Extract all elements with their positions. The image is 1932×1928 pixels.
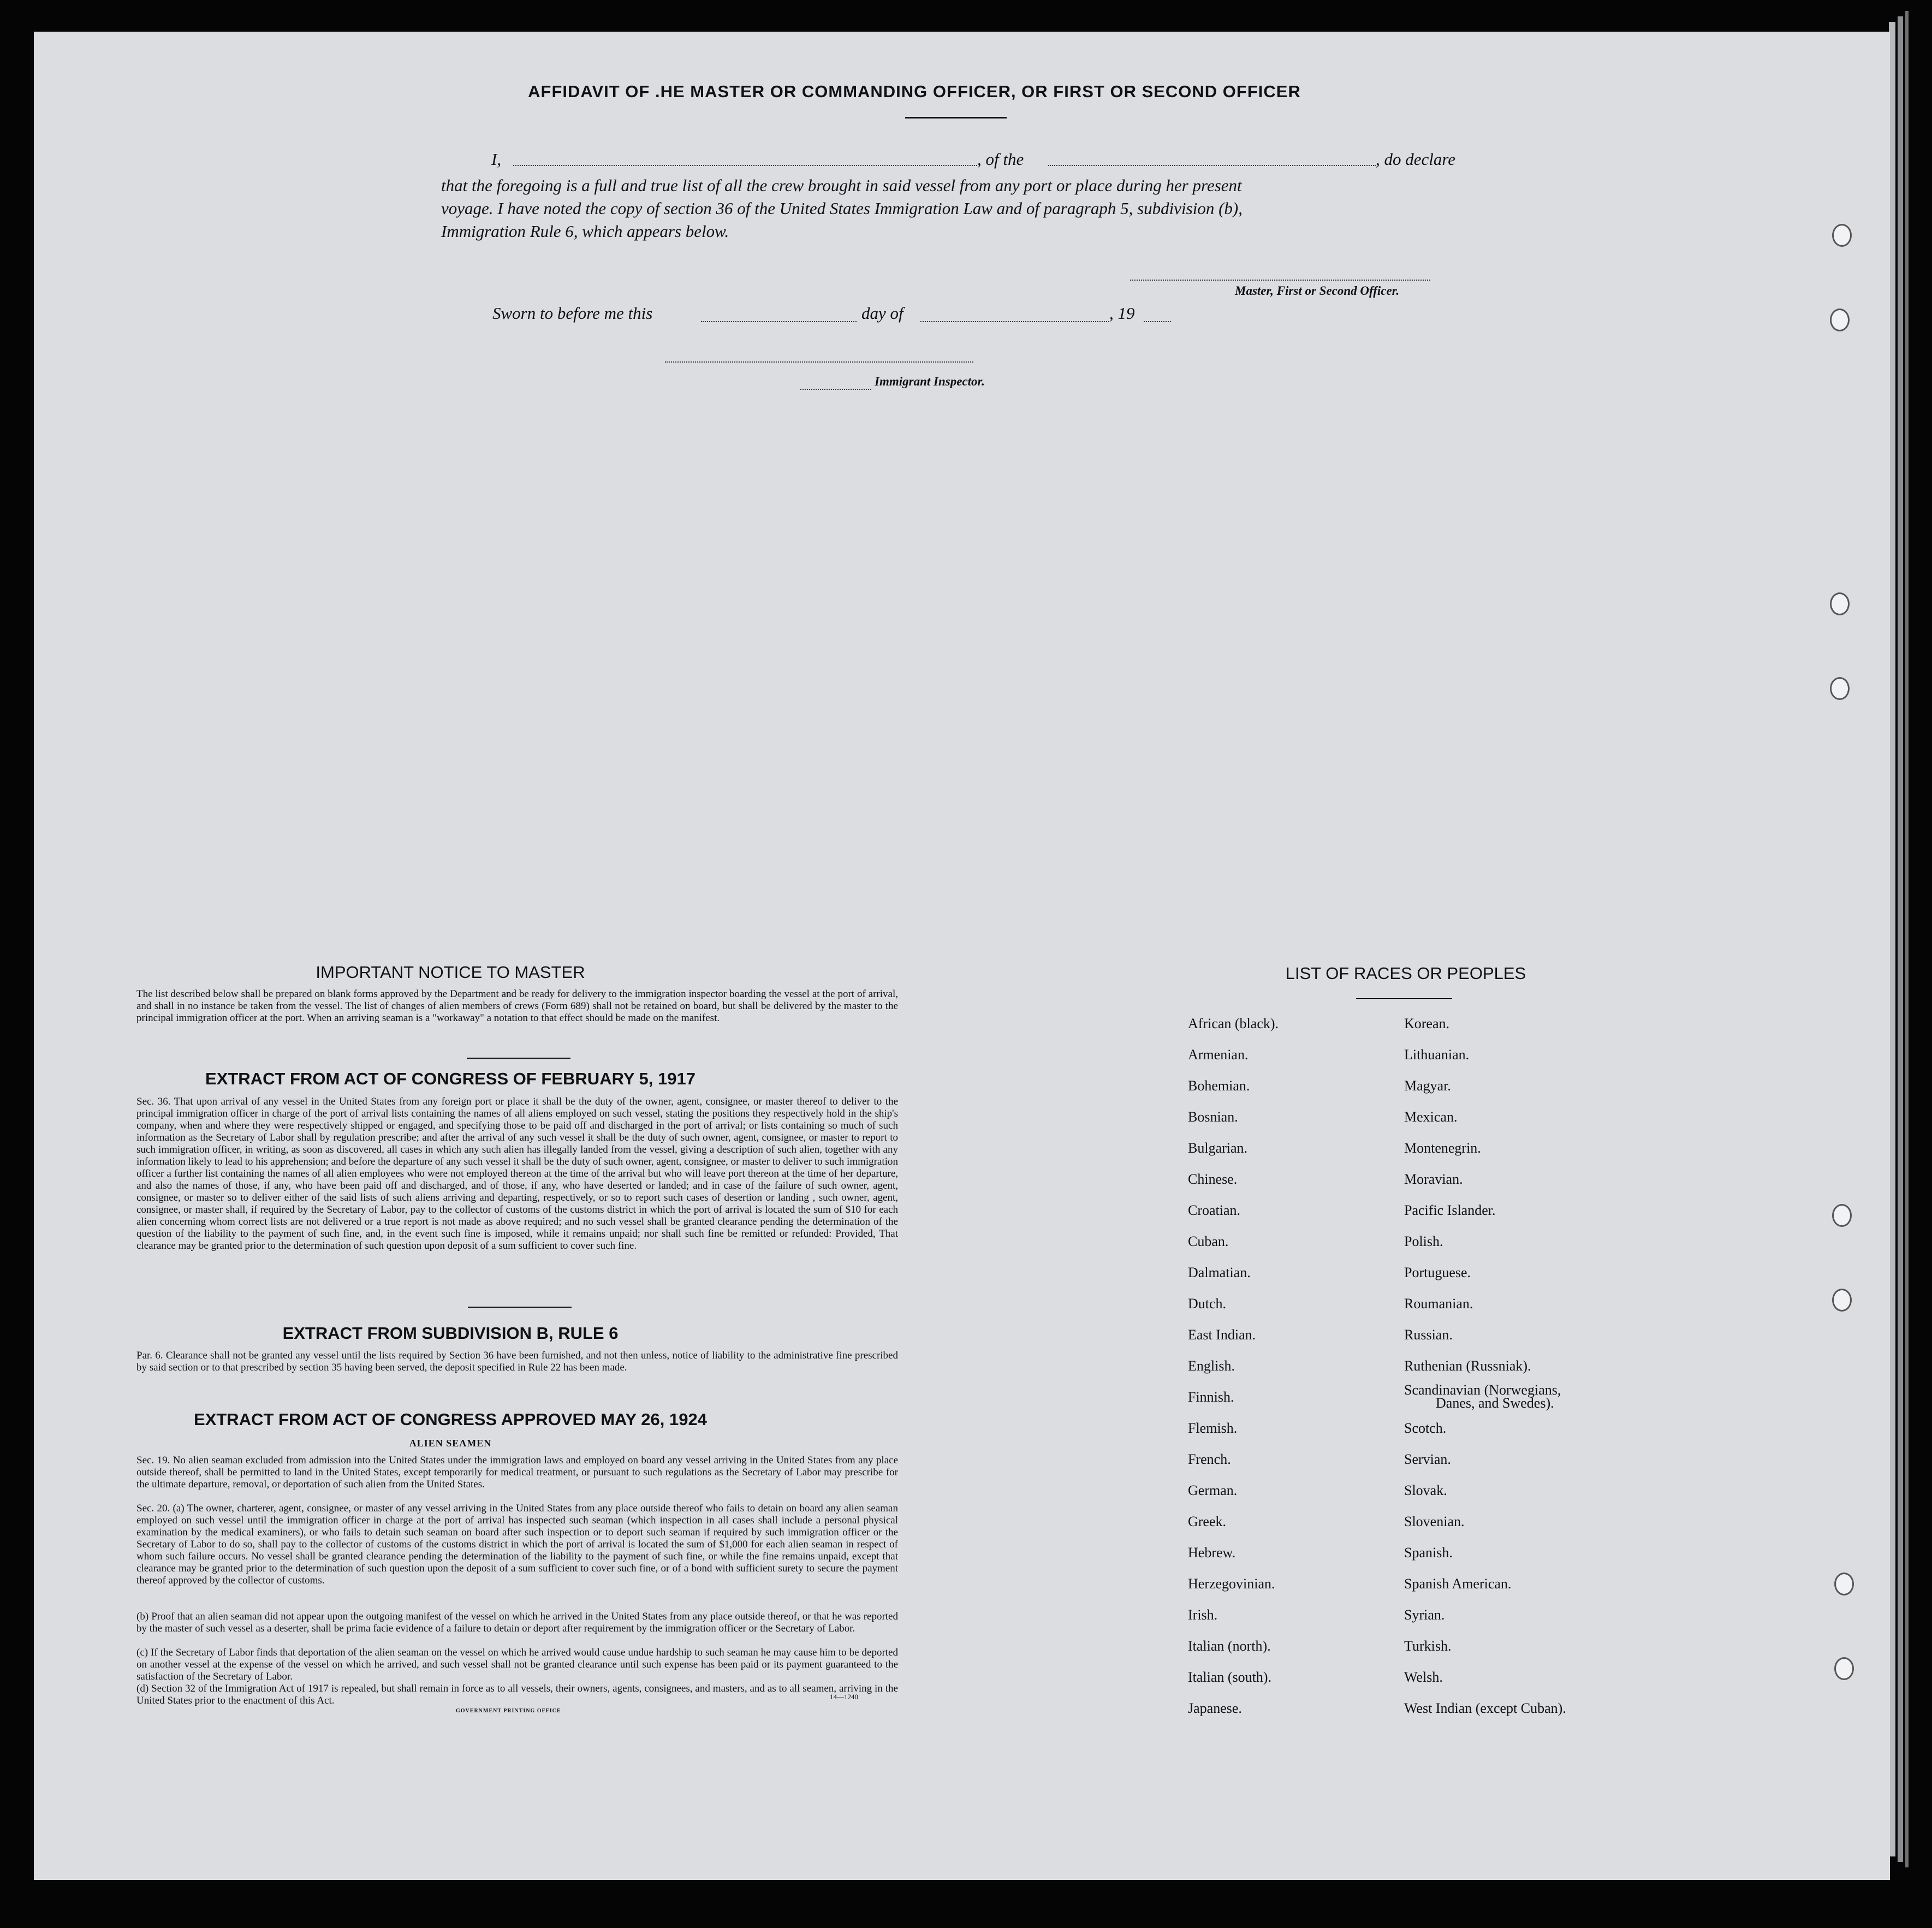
affidavit-i-label: I,	[491, 150, 502, 169]
affidavit-declare-label: , do declare	[1376, 150, 1456, 169]
affidavit-text-line: that the foregoing is a full and true list of all the crew brought in said vessel from any port or place during her present	[441, 176, 1242, 195]
section-rule	[468, 1307, 572, 1308]
race-item: Servian.	[1404, 1451, 1451, 1467]
sworn-label: Sworn to before me this	[492, 304, 653, 323]
extract-1917-text: Sec. 36. That upon arrival of any vessel in the United States from any foreign port or place it shall be the duty of the owner, agent, consignee, or master thereof to deliver to the principal immigration officer in charge of the port of arrival lists containing the names of all aliens employed on such vessel, stating the positions they respectively hold in the ship's company, when and where they were respectively shipped or engaged, and specifying those to be paid off and discharged in the port of arrival; or lists containing so much of such information as the Secretary of Labor shall by regulation prescribe; and after the arrival of any such vessel it shall be the duty of such owner, agent, consignee, or master to report to such immigration officer, in writing, as soon as discovered, all cases in which any such alien has illegally landed from the vessel, giving a description of such alien, together with any information likely to lead to his apprehension; and before the departure of any such vessel it shall be the duty of such owner, agent, consignee, or master to deliver to such immigration officer a further list containing the names of all alien employees who were not employed thereon at the time of the arrival but who will leave port thereon at the time of her departure, and also the names of those, if any, who have been paid off and discharged, and of those, if any, who have deserted or landed; and in case of the failure of such owner, agent, consignee, or master so to deliver either of the said lists of such aliens arriving and departing, respectively, or so to report such cases of desertion or landing , such owner, agent, consignee, or master shall, if required by the Secretary of Labor, pay to the collector of customs of the customs district in which the port of arrival is located the sum of $10 for each alien concerning whom correct lists are not delivered or a true report is not made as above required; and no such vessel shall be granted clearance pending the determination of the question of the liability to the payment of such fine, and, in the event such fine is imposed, while it remains unpaid; nor shall such fine be remitted or refunded: Provided, That clearance may be granted prior to the determination of such question upon deposit of a sum sufficient to cover such fine.	[136, 1096, 898, 1251]
race-item: Croatian.	[1188, 1202, 1241, 1218]
race-item: Roumanian.	[1404, 1296, 1473, 1312]
race-item: Pacific Islander.	[1404, 1202, 1496, 1218]
race-item: Ruthenian (Russniak).	[1404, 1358, 1531, 1374]
name-field[interactable]	[513, 165, 977, 166]
race-item: East Indian.	[1188, 1327, 1256, 1343]
sworn-day-field[interactable]	[701, 321, 857, 322]
race-item: Greek.	[1188, 1514, 1227, 1529]
race-item: Bohemian.	[1188, 1078, 1250, 1094]
binder-hole-icon	[1830, 592, 1850, 615]
affidavit-text-line: voyage. I have noted the copy of section 36 of the United States Immigration Law and of paragraph 5, subdivision (b),	[441, 199, 1243, 218]
race-item: Japanese.	[1188, 1700, 1242, 1716]
race-item: Russian.	[1404, 1327, 1453, 1343]
races-title: LIST OF RACES OR PEOPLES	[1285, 964, 1526, 983]
race-item: African (black).	[1188, 1016, 1279, 1031]
form-number: 14—1240	[830, 1693, 858, 1701]
notice-title: IMPORTANT NOTICE TO MASTER	[316, 963, 585, 982]
year-label: , 19	[1109, 304, 1135, 323]
sec20a-text: Sec. 20. (a) The owner, charterer, agent, consignee, or master of any vessel arriving in the United States from any place outside thereof who fails to detain on board any alien seaman employed on such vessel until the immigration officer in charge at the port of arrival has inspected such seaman (which inspection in all cases shall include a personal physical examination by the medical examiners), or who fails to detain such seaman on board after such inspection or to deport such seaman if required by such immigration officer or the Secretary of Labor to do so, shall pay to the collector of customs of the customs district in which the port of arrival is located the sum of $1,000 for each alien seaman in respect of whom such failure occurs. No vessel shall be granted clearance pending the determination of the liability to the payment of such fine, or while the fine remains unpaid, except that clearance may be granted prior to the determination of such question upon the deposit of a sum sufficient to cover such fine, or of a bond with sufficient surety to secure the payment thereof approved by the collector of customs.	[136, 1503, 898, 1586]
binder-hole-icon	[1832, 1289, 1852, 1312]
race-item: Bulgarian.	[1188, 1140, 1248, 1156]
affidavit-of-label: , of the	[977, 150, 1024, 169]
binder-hole-icon	[1832, 1204, 1852, 1227]
form-page	[34, 32, 1890, 1880]
race-item: Scotch.	[1404, 1420, 1447, 1436]
race-item: Korean.	[1404, 1016, 1450, 1031]
inspector-label: Immigrant Inspector.	[875, 375, 985, 388]
affidavit-text-line: Immigration Rule 6, which appears below.	[441, 222, 729, 241]
race-item: Finnish.	[1188, 1389, 1234, 1405]
race-item: Dalmatian.	[1188, 1265, 1251, 1280]
binder-hole-icon	[1834, 1573, 1854, 1595]
binder-hole-icon	[1832, 224, 1852, 247]
race-item: Chinese.	[1188, 1171, 1238, 1187]
sec19-text: Sec. 19. No alien seaman excluded from admission into the United States under the immigration laws and employed on board any vessel arriving in the United States from any place outside thereof, shall be permitted to land in the United States, except temporarily for medical treatment, or pursuant to such regulations as the Secretary of Labor may prescribe for the ultimate departure, removal, or deportation of such alien from the United States.	[136, 1455, 898, 1490]
section-rule	[467, 1058, 570, 1059]
affidavit-title: AFFIDAVIT OF .HE MASTER OR COMMANDING OFFICER, OR FIRST OR SECOND OFFICER	[528, 82, 1301, 101]
alien-seamen-subtitle: ALIEN SEAMEN	[409, 1438, 492, 1449]
race-item: German.	[1188, 1482, 1238, 1498]
race-item: Armenian.	[1188, 1047, 1249, 1063]
rule6-title: EXTRACT FROM SUBDIVISION B, RULE 6	[282, 1324, 619, 1343]
master-signature-label: Master, First or Second Officer.	[1235, 284, 1400, 298]
race-item: Spanish American.	[1404, 1576, 1512, 1592]
master-signature-field[interactable]	[1130, 280, 1430, 281]
title-rule	[905, 117, 1007, 118]
notice-text: The list described below shall be prepared on blank forms approved by the Department and be ready for delivery to the immigration inspector boarding the vessel at the port of arrival, and shall in no instance be taken from the vessel. The list of changes of alien members of crews (Form 689) shall not be retained on board, but shall be delivered by the master to the principal immigration officer at the port. When an arriving seaman is a "workaway" a notation to that effect should be made on the manifest.	[136, 988, 898, 1024]
race-item-continuation: Danes, and Swedes).	[1436, 1395, 1554, 1411]
race-item: Flemish.	[1188, 1420, 1238, 1436]
race-item: Magyar.	[1404, 1078, 1451, 1094]
race-item: Welsh.	[1404, 1669, 1443, 1685]
race-item: Moravian.	[1404, 1171, 1463, 1187]
race-item: Dutch.	[1188, 1296, 1227, 1312]
race-item: Irish.	[1188, 1607, 1218, 1623]
inspector-prefix-dots	[800, 389, 871, 390]
binder-hole-icon	[1834, 1657, 1854, 1680]
race-item: Mexican.	[1404, 1109, 1458, 1125]
race-item: Portuguese.	[1404, 1265, 1471, 1280]
sworn-month-field[interactable]	[920, 321, 1109, 322]
race-item: Cuban.	[1188, 1233, 1229, 1249]
sec20c-text: (c) If the Secretary of Labor finds that deportation of the alien seaman on the vessel on which he arrived would cause undue hardship to such seaman he may cause him to be deported on another vessel at the expense of the vessel on which he arrived, and such vessel shall not be granted clearance until such expense has been paid or its payment guaranteed to the satisfaction of the Secretary of Labor.	[136, 1647, 898, 1682]
race-item: Italian (north).	[1188, 1638, 1271, 1654]
extract-1924-title: EXTRACT FROM ACT OF CONGRESS APPROVED MAY 26, 1924	[194, 1410, 707, 1429]
printer-imprint: GOVERNMENT PRINTING OFFICE	[456, 1708, 561, 1714]
race-item: English.	[1188, 1358, 1235, 1374]
inspector-signature-field[interactable]	[665, 361, 973, 363]
race-item: Slovak.	[1404, 1482, 1447, 1498]
race-item: Polish.	[1404, 1233, 1443, 1249]
race-item: Lithuanian.	[1404, 1047, 1470, 1063]
page-stack-edge	[1898, 16, 1903, 1862]
race-item: Spanish.	[1404, 1545, 1453, 1561]
sec20d-text: (d) Section 32 of the Immigration Act of 1917 is repealed, but shall remain in force as to all vessels, their owners, agents, consignees, and masters, and as to all seamen, arriving in the United States prior to the enactment of this Act.	[136, 1683, 898, 1706]
sec20b-text: (b) Proof that an alien seaman did not appear upon the outgoing manifest of the vessel on which he arrived in the United States from any place outside thereof, or that he was reported by the master of such vessel as a deserter, shall be prima facie evidence of a failure to detain or deport after requirement by the immigration officer or the Secretary of Labor.	[136, 1611, 898, 1634]
place-field[interactable]	[1048, 165, 1376, 166]
extract-1917-title: EXTRACT FROM ACT OF CONGRESS OF FEBRUARY 5, 1917	[205, 1069, 695, 1088]
race-item: Turkish.	[1404, 1638, 1452, 1654]
page-stack-edge	[1905, 11, 1909, 1867]
race-item: French.	[1188, 1451, 1231, 1467]
races-title-rule	[1356, 998, 1452, 999]
race-item: Italian (south).	[1188, 1669, 1272, 1685]
race-item: Bosnian.	[1188, 1109, 1238, 1125]
rule6-text: Par. 6. Clearance shall not be granted any vessel until the lists required by Section 36 have been furnished, and not then unless, notice of liability to the administrative fine prescribed by said section or to that prescribed by section 35 having been served, the deposit specified in Rule 22 has been made.	[136, 1350, 898, 1373]
race-item: Herzegovinian.	[1188, 1576, 1275, 1592]
binder-hole-icon	[1830, 677, 1850, 700]
sworn-year-field[interactable]	[1144, 321, 1171, 322]
day-of-label: day of	[861, 304, 903, 323]
race-item: Slovenian.	[1404, 1514, 1465, 1529]
binder-hole-icon	[1830, 309, 1850, 331]
race-item: Syrian.	[1404, 1607, 1445, 1623]
race-item: Scandinavian (Norwegians,	[1404, 1382, 1561, 1398]
race-item: Hebrew.	[1188, 1545, 1236, 1561]
race-item: West Indian (except Cuban).	[1404, 1700, 1566, 1716]
race-item: Montenegrin.	[1404, 1140, 1481, 1156]
